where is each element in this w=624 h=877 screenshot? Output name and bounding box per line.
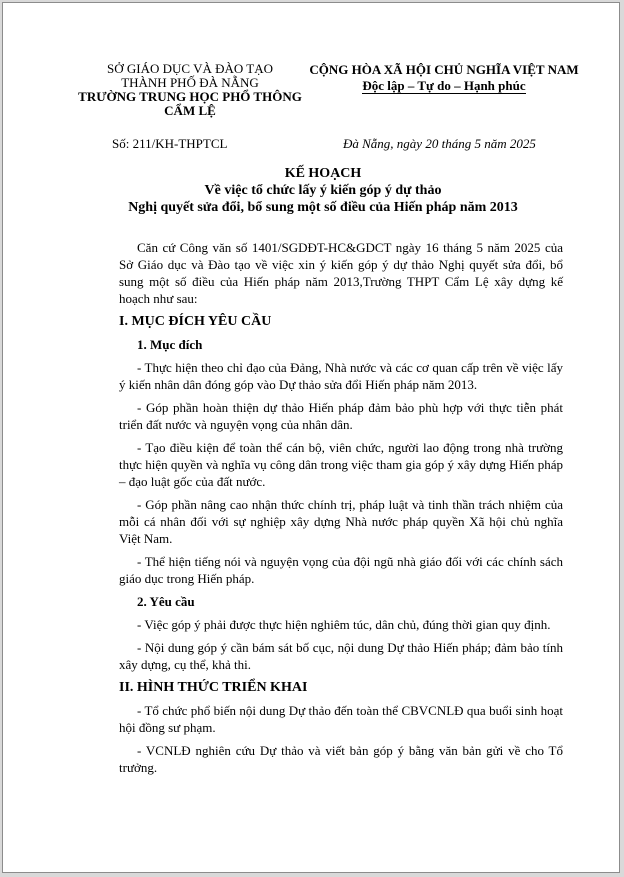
document-body [119, 239, 563, 782]
section-1-heading: I. MỤC ĐÍCH YÊU CẦU [119, 314, 272, 329]
purpose-item: - Thực hiện theo chỉ đạo của Đảng, Nhà nước và các cơ quan cấp trên về việc lấy ý kiến nhân dân đóng góp vào Dự thảo sửa đổi Hiến pháp năm 2013. [119, 360, 563, 392]
national-motto: Độc lập – Tự do – Hạnh phúc [362, 78, 526, 93]
document-title [83, 165, 563, 216]
national-title: CỘNG HÒA XÃ HỘI CHỦ NGHĨA VIỆT NAM [309, 62, 579, 77]
issuing-agency-header [65, 62, 315, 118]
section-2-heading: II. HÌNH THỨC TRIỂN KHAI [119, 680, 308, 695]
title-line-1: KẾ HOẠCH [284, 166, 362, 181]
requirement-item: - Việc góp ý phải được thực hiện nghiêm túc, dân chủ, đúng thời gian quy định. [137, 617, 551, 632]
intro-paragraph: Căn cứ Công văn số 1401/SGDĐT-HC&GDCT ngày 16 tháng 5 năm 2025 của Sở Giáo dục và Đào tạo về việc xin ý kiến góp ý dự thảo Nghị quyết sửa đổi, bổ sung một số điều của Hiến pháp năm 2013,Trường THPT Cẩm Lệ xây dựng kế hoạch như sau: [119, 240, 563, 306]
requirement-item: - Nội dung góp ý cần bám sát bố cục, nội dung Dự thảo Hiến pháp; đảm bảo tính xây dựng, cụ thể, khả thi. [119, 640, 563, 672]
purpose-item: - Góp phần nâng cao nhận thức chính trị, pháp luật và tinh thần trách nhiệm của mỗi cá nhân đối với sự nghiệp xây dựng Nhà nước pháp quyền Xã hội chủ nghĩa Việt Nam. [119, 497, 563, 546]
school-name-line-1: TRƯỜNG TRUNG HỌC PHỔ THÔNG [78, 89, 302, 104]
purpose-item: - Tạo điều kiện để toàn thể cán bộ, viên chức, người lao động trong nhà trường thực hiện quyền và nghĩa vụ công dân trong việc tham gia góp ý xây dựng Hiến pháp – đạo luật gốc của đất nước. [119, 440, 563, 489]
title-line-2: Về việc tổ chức lấy ý kiến góp ý dự thảo [204, 183, 442, 198]
document-number: Số: 211/KH-THPTCL [112, 136, 228, 151]
school-name-line-2: CẨM LỆ [164, 103, 216, 118]
national-header [309, 62, 579, 94]
purpose-item: - Thể hiện tiếng nói và nguyện vọng của đội ngũ nhà giáo đối với các chính sách giáo dục trong Hiến pháp. [119, 554, 563, 586]
implementation-item: - Tổ chức phổ biến nội dung Dự thảo đến toàn thể CBVCNLĐ qua buổi sinh hoạt hội đồng sư phạm. [119, 703, 563, 735]
agency-line-1: SỞ GIÁO DỤC VÀ ĐÀO TẠO [107, 61, 273, 76]
purpose-item: - Góp phần hoàn thiện dự thảo Hiến pháp đảm bảo phù hợp với thực tiễn phát triển đất nước và nguyện vọng của nhân dân. [119, 400, 563, 432]
section-1-sub-1-heading: 1. Mục đích [137, 337, 203, 352]
document-page [2, 2, 620, 873]
implementation-item: - VCNLĐ nghiên cứu Dự thảo và viết bản góp ý bằng văn bản gửi về cho Tổ trưởng. [119, 743, 563, 775]
issue-date: Đà Nẵng, ngày 20 tháng 5 năm 2025 [343, 136, 536, 151]
agency-line-2: THÀNH PHỐ ĐÀ NẴNG [121, 75, 259, 90]
title-line-3: Nghị quyết sửa đổi, bổ sung một số điều của Hiến pháp năm 2013 [128, 200, 518, 215]
section-1-sub-2-heading: 2. Yêu cầu [137, 594, 195, 609]
